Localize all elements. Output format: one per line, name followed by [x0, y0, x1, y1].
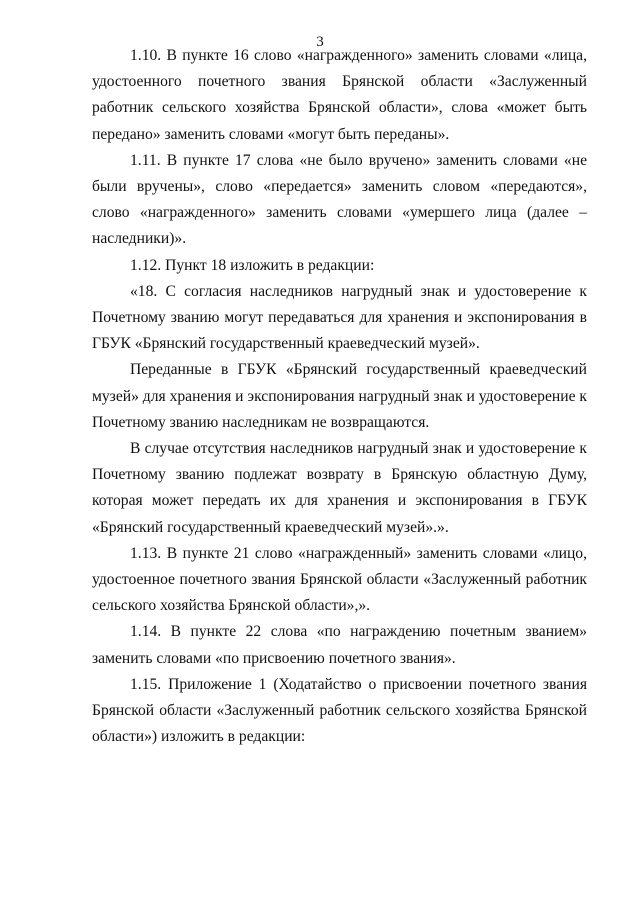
paragraph-1-10: 1.10. В пункте 16 слово «награжденного» заменить словами «лица, удостоенного почетного звания Брянской области «Заслуженный работник сельского хозяйства Брянской области», слова «может быть передано» заменить словами «могут быть переданы».	[92, 47, 587, 143]
paragraph-no-heirs: В случае отсутствия наследников нагрудный знак и удостоверение к Почетному званию подлежат возврату в Брянскую областную Думу, которая может передать их для хранения и экспонирования в ГБУК «Брянский государственный краеведческий музей».».	[92, 440, 587, 536]
paragraph-1-11: 1.11. В пункте 17 слова «не было вручено» заменить словами «не были вручены», слово «передается» заменить словом «передаются», слово «награжденного» заменить словами «умершего лица (далее – наследники)».	[92, 151, 587, 248]
page-number: 3	[316, 34, 324, 50]
document-body	[92, 43, 587, 750]
paragraph-18-quote: «18. С согласия наследников нагрудный знак и удостоверение к Почетному званию могут передаваться для хранения и экспонирования в ГБУК «Брянский государственный краеведческий музей».	[92, 282, 587, 353]
paragraph-1-12: 1.12. Пункт 18 изложить в редакции:	[130, 256, 375, 274]
paragraph-transferred: Переданные в ГБУК «Брянский государственный краеведческий музей» для хранения и экспонирования нагрудный знак и удостоверение к Почетному званию наследникам не возвращаются.	[92, 361, 587, 431]
paragraph-1-15: 1.15. Приложение 1 (Ходатайство о присвоении почетного звания Брянской области «Заслуженный работник сельского хозяйства Брянской области») изложить в редакции:	[92, 675, 587, 746]
paragraph-1-14: 1.14. В пункте 22 слова «по награждению почетным званием» заменить словами «по присвоению почетного звания».	[92, 623, 587, 667]
paragraph-1-13: 1.13. В пункте 21 слово «награжденный» заменить словами «лицо, удостоенное почетного звания Брянской области «Заслуженный работник сельского хозяйства Брянской области»,».	[92, 544, 587, 615]
